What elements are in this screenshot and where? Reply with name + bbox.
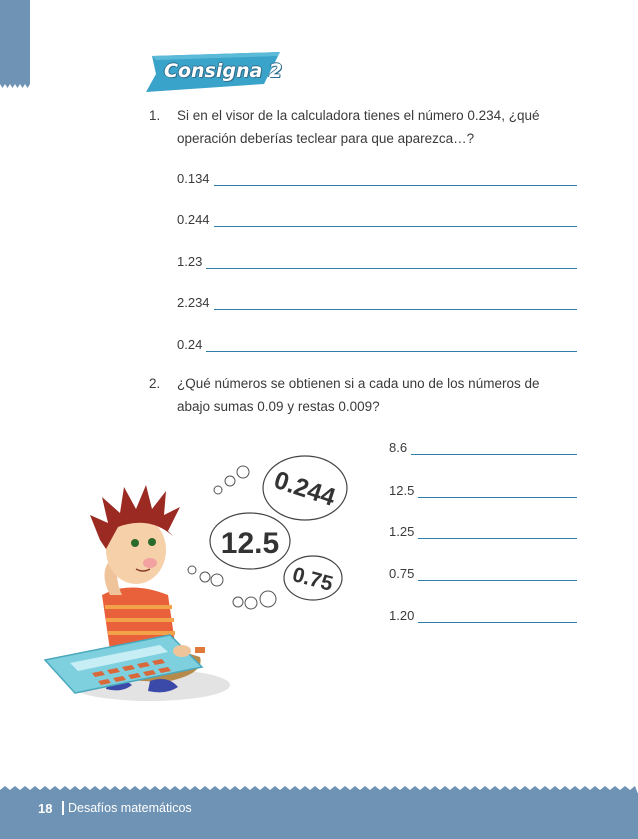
answer-row [389, 605, 577, 623]
answer-line[interactable] [214, 214, 577, 227]
answer-label: 12.5 [389, 483, 415, 498]
question-1-number: 1. [149, 108, 161, 123]
answer-label: 8.6 [389, 440, 408, 455]
answer-line[interactable] [214, 173, 577, 186]
answer-label: 1.23 [177, 254, 203, 269]
question-1-text: Si en el visor de la calculadora tienes el número 0.234, ¿qué operación deberías teclear para que aparezca…? [177, 108, 540, 146]
answer-label: 1.25 [389, 524, 415, 539]
answer-line[interactable] [418, 610, 577, 623]
boy-calculator-illustration [40, 445, 360, 715]
answer-line[interactable] [206, 339, 577, 352]
answer-row [389, 480, 577, 498]
thought-dot [214, 486, 222, 494]
answer-row [177, 168, 577, 186]
answer-line[interactable] [214, 297, 577, 310]
side-tab-label: Bloque I [31, 42, 42, 82]
answer-line[interactable] [411, 442, 577, 455]
page-footer [0, 793, 638, 839]
answer-label: 1.20 [389, 608, 415, 623]
answer-line[interactable] [418, 485, 577, 498]
boy-hand [173, 645, 191, 657]
answer-label: 0.134 [177, 171, 210, 186]
boy-eye [148, 538, 156, 546]
answer-label: 0.75 [389, 566, 415, 581]
side-tab-label-wrap [0, 0, 42, 82]
answer-row [177, 334, 577, 352]
answer-row [177, 292, 577, 310]
thought-dot [225, 476, 235, 486]
bubble-number: 0.75 [289, 563, 336, 596]
thought-dot [245, 597, 257, 609]
answer-line[interactable] [418, 568, 577, 581]
boy-eye [131, 539, 139, 547]
answer-row [389, 563, 577, 581]
thought-dot [260, 591, 276, 607]
boy-cheek [143, 558, 157, 568]
thought-dot [211, 574, 223, 586]
footer-separator [62, 801, 64, 815]
answer-label: 0.24 [177, 337, 203, 352]
question-2-number: 2. [149, 376, 161, 391]
thought-dot [237, 466, 249, 478]
answer-row [389, 437, 577, 455]
thought-dot [188, 566, 196, 574]
question-1 [149, 104, 579, 154]
answer-row [177, 251, 577, 269]
question-2 [149, 372, 579, 422]
question-2-text: ¿Qué números se obtienen si a cada uno de los números de abajo sumas 0.09 y restas 0.009? [177, 376, 540, 414]
thought-dot [233, 597, 243, 607]
answer-line[interactable] [206, 256, 577, 269]
answer-row [389, 521, 577, 539]
answer-label: 0.244 [177, 212, 210, 227]
page-number: 18 [38, 801, 53, 816]
footer-book-title: Desafíos matemáticos [68, 801, 192, 815]
answer-row [177, 209, 577, 227]
bubble-number: 0.244 [270, 465, 339, 512]
thought-dot [200, 572, 210, 582]
answer-label: 2.234 [177, 295, 210, 310]
banner-title: Consigna 2 [164, 60, 283, 82]
bubble-number: 12.5 [220, 527, 280, 560]
answer-line[interactable] [418, 526, 577, 539]
